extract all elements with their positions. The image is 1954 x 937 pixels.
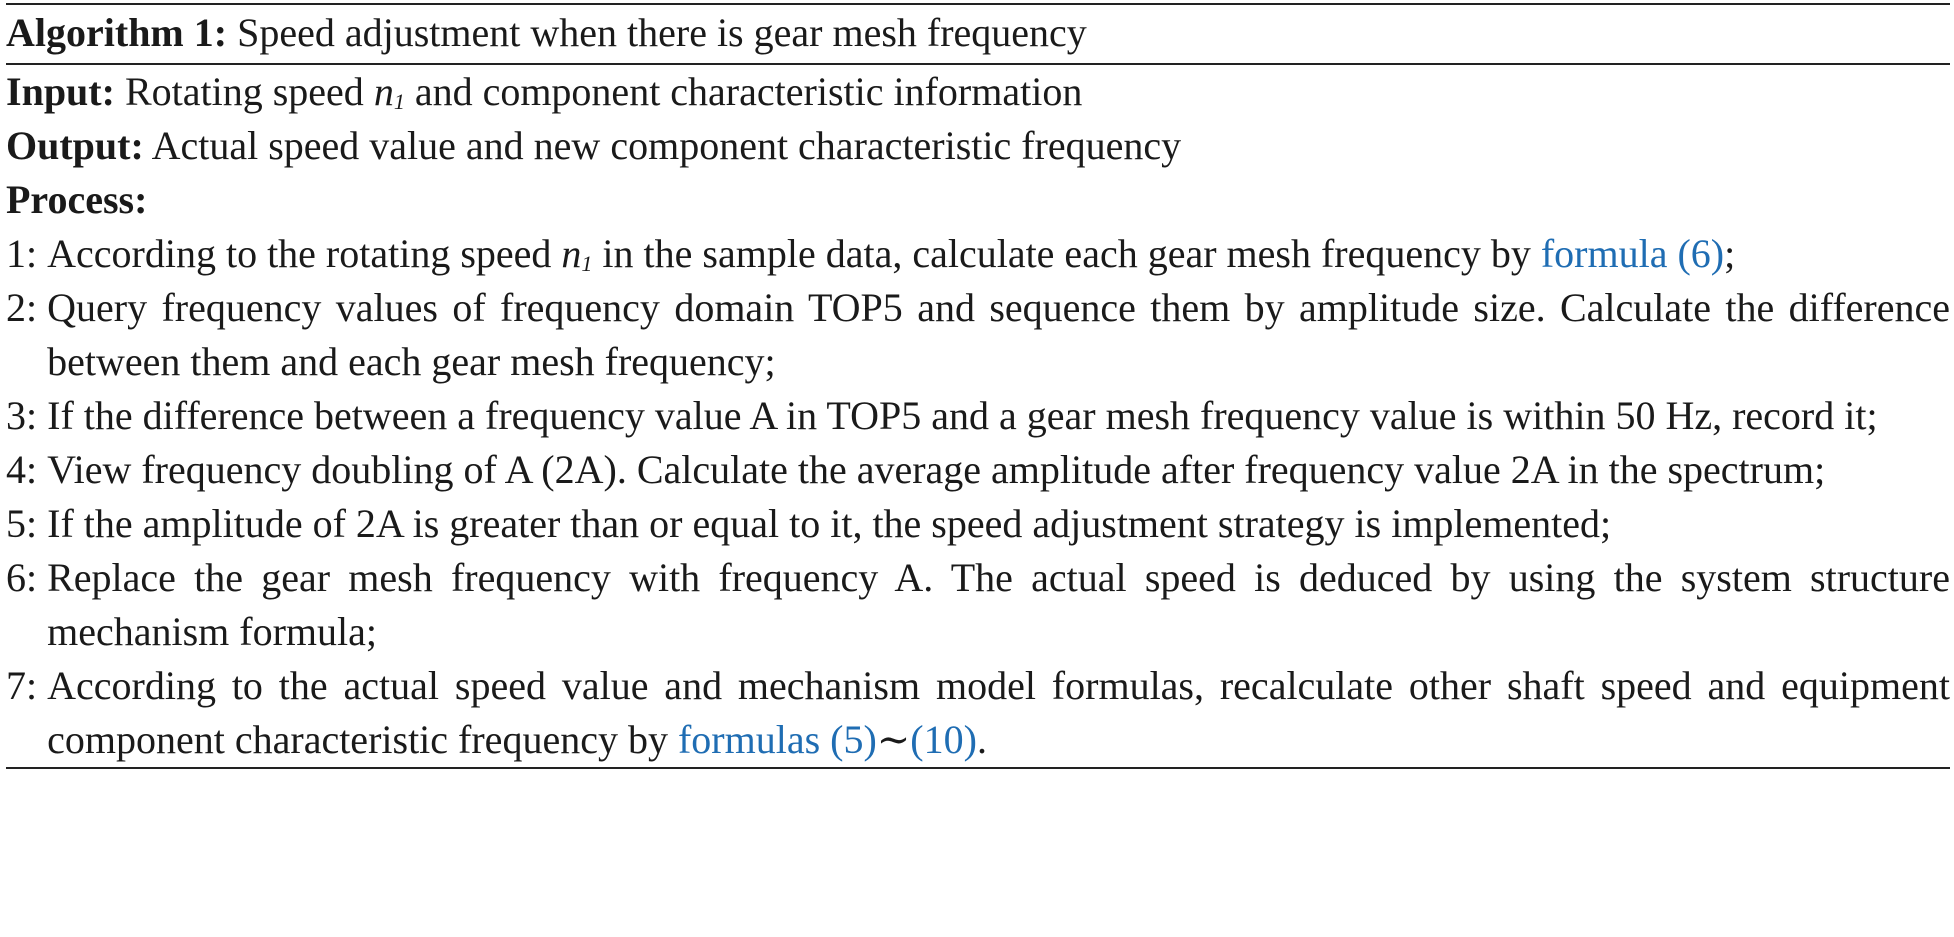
output-line [6,119,1950,173]
input-label: Input: [6,69,115,114]
step-number: 4: [6,447,38,492]
step-number: 1: [6,231,38,276]
formula-6-link[interactable]: formula (6) [1540,231,1725,276]
algorithm-title [6,5,1950,63]
step-2 [6,281,1950,389]
algorithm-box [6,3,1950,769]
step-3 [6,389,1950,443]
step-7 [6,659,1950,767]
step-text: If the difference between a frequency value A in TOP5 and a gear mesh frequency value is within 50 Hz, record it; [47,393,1878,438]
step-4 [6,443,1950,497]
input-line [6,65,1950,119]
step-number: 5: [6,501,38,546]
algorithm-body [6,65,1950,767]
step-text: View frequency doubling of A (2A). Calculate the average amplitude after frequency value 2A in the spectrum; [47,447,1826,492]
formula-10-link[interactable]: (10) [910,717,977,762]
step-number: 2: [6,285,38,330]
step-1 [6,227,1950,281]
bottom-rule [6,767,1950,769]
input-pre: Rotating speed [124,69,364,114]
step-6 [6,551,1950,659]
step-number: 6: [6,555,38,600]
output-text: Actual speed value and new component characteristic frequency [151,123,1182,168]
step-number: 3: [6,393,38,438]
step-text: According to the actual speed value and mechanism model formulas, recalculate other shaft speed and equipment component characteristic frequency by formulas (5)∼(10). [47,663,1950,762]
process-label: Process: [6,177,148,222]
algorithm-title-text: Speed adjustment when there is gear mesh frequency [237,10,1087,55]
step-text: According to the rotating speed $n_1$ in the sample data, calculate each gear mesh frequency by formula (6); [47,231,1736,276]
algorithm-title-label: Algorithm 1: [6,10,228,55]
process-line [6,173,1950,227]
input-post: and component characteristic information [414,69,1083,114]
step-text: Query frequency values of frequency domain TOP5 and sequence them by amplitude size. Calculate the difference between them and each gear mesh frequency; [47,285,1950,384]
step-text: Replace the gear mesh frequency with frequency A. The actual speed is deduced by using the system structure mechanism formula; [47,555,1950,654]
var-n: $n_1$ [373,69,405,114]
output-label: Output: [6,123,144,168]
step-text: If the amplitude of 2A is greater than or equal to it, the speed adjustment strategy is implemented; [47,501,1612,546]
step-number: 7: [6,663,38,708]
formula-5-link[interactable]: formulas (5) [677,717,877,762]
step-5 [6,497,1950,551]
